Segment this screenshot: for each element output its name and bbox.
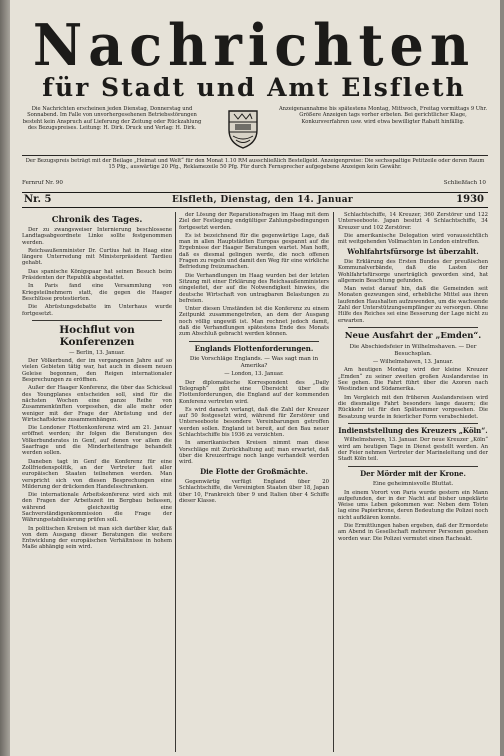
newspaper-title: Nachrichten <box>32 11 476 79</box>
article-paragraph: Der Völkerbund, der im vergangenen Jahre auf so vielen Gebieten tätig war, hat auch in diesem neuen Geleise begonnen, den Reigen internationaler Besprechungen zu eröffnen. <box>22 358 172 384</box>
headline-emden: Neue Ausfahrt der „Emden“. <box>344 330 482 341</box>
masthead <box>16 11 492 102</box>
divider <box>348 466 478 467</box>
news-item: Reichsaußenminister Dr. Curtius hat in Haag eine längere Unterredung mit Ministerpräsident Tardieu gehabt. <box>22 247 172 267</box>
article-paragraph: Im Vergleich mit den früheren Auslandsreisen wird die diesmalige Fahrt besonders lange dauern; die Rückkehr ist für den Spätsommer vorgesehen. Die Besatzung wurde in feierlicher Form verabschiedet. <box>338 394 488 420</box>
article-paragraph: Die Verhandlungen im Haag wurden bei der letzten Sitzung mit einer Erklärung des Reichsaußenministers eingeleitet, der auf die Notwendigkeit hinwies, die deutsche Wirtschaft von untragbaren Belastungen zu befreien. <box>179 272 329 304</box>
column-divider <box>333 212 334 752</box>
news-item: Das spanische Königspaar hat seinen Besuch beim Präsidenten der Republik abgestattet. <box>22 268 172 282</box>
phone-number: Fernruf Nr. 90 <box>22 180 63 186</box>
article-paragraph: In politischen Kreisen ist man sich darüber klar, daß von dem Ausgang dieser Beratungen die weitere Entwicklung der europäischen Verhältnisse in hohem Maße abhängig sein wird. <box>22 525 172 551</box>
coat-of-arms-icon <box>226 108 260 150</box>
publication-terms: Die Nachrichten erscheinen jeden Dienstag, Donnerstag und Sonnabend. Im Falle von unvorhergesehenen Betriebsstörungen besteht kein Anspruch auf Lieferung der Zeitung oder Rückzahlung des Bezugspreises. Leitung: H. Dirk. Druck und Verlag: H. Dirk. <box>22 106 202 132</box>
article-paragraph: In einem Vorort von Paris wurde gestern ein Mann aufgefunden, der in der Nacht auf bisher ungeklärte Weise ums Leben gekommen war. Neben dem Toten lag eine Papierkrone, deren Bedeutung die Polizei noch nicht aufklären konnte. <box>338 489 488 521</box>
headline-flotte-grossmaechte: Die Flotte der Großmächte. <box>200 467 308 477</box>
advertising-terms: Anzeigenannahme bis spätestens Montag, Mittwoch, Freitag vormittags 9 Uhr. Größere Anzeigen tags vorher erbeten. Bei gerichtlicher Klage, Konkursverfahren usw. wird etwa bewilligter Rabatt hinfällig. <box>278 106 488 125</box>
article-paragraph: Der diplomatische Korrespondent des „Daily Telegraph“ gibt eine Übersicht über die Flottenforderungen, die England auf der kommenden Konferenz vertreten wird. <box>179 379 329 405</box>
issue-number: Nr. 5 <box>24 194 52 205</box>
price-line: Der Bezugspreis beträgt mit der Beilage „Heimat und Welt“ für den Monat 1.10 RM ausschließlich Bestellgeld. Anzeigenpreise: Die sechsspaltige Petitzeile oder deren Raum 15 Pfg., auswärtige 20 Pfg., Reklamezeile 50 Pfg. Für durch Fernsprecher aufgegebene Anzeigen kein Gewähr. <box>25 158 485 171</box>
article-paragraph: Es ist bezeichnend für die gegenwärtige Lage, daß man in allen Hauptstädten Europas gespannt auf die Ergebnisse der Haager Beratungen wartet. Man hofft, daß es diesmal gelingen werde, die noch offenen Fragen zu regeln und damit den Weg für eine wirkliche Befriedung freizumachen. <box>179 232 329 271</box>
article-paragraph: Wilhelmshaven, 13. Januar. Der neue Kreuzer „Köln“ wird am heutigen Tage in Dienst gestellt werden. An der Feier nehmen Vertreter der Marineleitung und der Stadt Köln teil. <box>338 437 488 463</box>
divider <box>348 423 478 424</box>
newspaper-subtitle: für Stadt und Amt Elsfleth <box>42 73 466 102</box>
divider <box>189 341 319 342</box>
place-and-date: Elsfleth, Dienstag, den 14. Januar <box>172 195 353 205</box>
article-paragraph: der Lösung der Reparationsfragen im Haag mit dem Ziel der Festlegung endgültiger Zahlungsbedingungen fortgesetzt werden. <box>179 212 329 231</box>
news-item: Die Abrüstungsdebatte im Unterhaus wurde fortgesetzt. <box>22 304 172 317</box>
headline-konferenzen: Hochflut von Konferenzen <box>59 323 135 348</box>
headline-chronik: Chronik des Tages. <box>51 215 143 225</box>
article-paragraph: Die internationale Arbeitskonferenz wird sich mit den Fragen der Arbeitszeit im Bergbau befassen, während gleichzeitig eine Sachverständigenkommission die Frage der Währungsstabilisierung prüfen soll. <box>22 492 172 524</box>
year: 1930 <box>456 194 484 205</box>
dateline-bar <box>22 192 488 208</box>
column-1 <box>22 212 172 752</box>
article-paragraph: Gegenwärtig verfügt England über 20 Schlachtschiffe, die Vereinigten Staaten über 18, Japan über 10, Frankreich über 9 und Italien über 4 Schiffe dieser Klasse. <box>179 478 329 504</box>
headline-flotten: Englands Flottenforderungen. <box>194 343 314 353</box>
article-dateline: — London, 13. Januar. <box>224 371 284 378</box>
subheadline: Eine geheimnisvolle Bluttat. <box>372 481 454 487</box>
headline-wohlfahrt: Wohlfahrtsfürsorge ist überzahlt. <box>347 247 479 257</box>
page-shadow-edge <box>0 0 10 756</box>
article-dateline: — Wilhelmshaven, 13. Januar. <box>372 359 454 366</box>
article-paragraph: Die Ermittlungen haben ergeben, daß der Ermordete am Abend in Gesellschaft mehrerer Personen gesehen worden war. Die Polizei vermutet einen Racheakt. <box>338 523 488 542</box>
column-divider <box>175 212 176 752</box>
article-paragraph: Die Erklärung des Ersten Bundes der preußischen Kommunalverbände, daß die Lasten der Wohlfahrtsfürsorge unerträglich geworden sind, hat allgemein Beachtung gefunden. <box>338 258 488 284</box>
subheadline: Die Vorschläge Englands. — Was sagt man in Amerika? <box>189 356 319 369</box>
subheadline: Die Abschiedsfeier in Wilhelmshaven. — Der Besuchsplan. <box>349 343 477 357</box>
article-paragraph: Die amerikanische Delegation wird voraussichtlich mit weitgehenden Vollmachten in London eintreffen. <box>338 232 488 246</box>
divider <box>32 320 162 321</box>
article-paragraph: Daneben tagt in Genf die Konferenz für eine Zollfriedenspolitik, an der Vertreter fast aller europäischen Staaten teilnehmen werden. Man verspricht sich von diesen Besprechungen eine Milderung der drückenden Handelsschranken. <box>22 458 172 490</box>
headline-moerder: Der Mörder mit der Krone. <box>360 468 466 478</box>
divider <box>22 155 488 156</box>
article-paragraph: Unter diesen Umständen ist die Konferenz zu einem Zeitpunkt zusammengetreten, an dem der Ausgang noch völlig ungewiß ist. Man rechnet jedoch damit, daß die Verhandlungen spätestens Ende des Monats zum Abschluß gebracht werden können. <box>179 306 329 338</box>
article-paragraph: Schlachtschiffe, 14 Kreuzer, 360 Zerstörer und 122 Unterseeboote. Japan besitzt 4 Schlachtschiffe, 34 Kreuzer und 102 Zerstörer. <box>338 212 488 231</box>
po-box: Schließfach 10 <box>443 180 486 186</box>
article-paragraph: In amerikanischen Kreisen nimmt man diese Vorschläge mit Zurückhaltung auf; man erwartet, daß über die Kreuzerfrage noch lange verhandelt werden wird. <box>179 440 329 466</box>
publication-info <box>22 106 488 154</box>
column-2 <box>179 212 329 752</box>
column-3 <box>338 212 488 752</box>
news-item: In Paris fand eine Versammlung von Kriegsteilnehmern statt, die gegen die Haager Beschlüsse protestierten. <box>22 283 172 302</box>
article-paragraph: Man weist darauf hin, daß die Gemeinden seit Monaten gezwungen sind, erhebliche Mittel aus ihren laufenden Haushalten aufzuwenden, um die wachsende Zahl der Unterstützungsempfänger zu versorgen. Ohne Hilfe des Reiches sei eine Besserung der Lage nicht zu erwarten. <box>338 286 488 324</box>
news-item: Der zu zwangsweiser Internierung beschlossene Landtagsabgeordnete Linke sollte festgenommen werden. <box>22 227 172 246</box>
newspaper-page <box>10 0 500 756</box>
article-paragraph: Außer der Haager Konferenz, die über das Schicksal des Youngplanes entscheiden soll, sind für die nächsten Wochen eine ganze Reihe von Zusammenkünften vorgesehen, die alle mehr oder weniger mit der Frage der Abrüstung und der Wirtschaftskrise zusammenhängen. <box>22 385 172 423</box>
article-dateline: — Berlin, 13. Januar. <box>69 349 125 356</box>
article-paragraph: Die Londoner Flottenkonferenz wird am 21. Januar eröffnet werden; ihr folgen die Beratungen des Völkerbundsrates in Genf, auf denen vor allem die Saarfrage und die Minderheitenfrage behandelt werden sollen. <box>22 425 172 457</box>
article-paragraph: Es wird danach verlangt, daß die Zahl der Kreuzer auf 50 festgesetzt wird, während für Zerstörer und Unterseeboote besondere Vereinbarungen getroffen werden sollen. England ist bereit, auf den Bau neuer Schlachtschiffe bis 1936 zu verzichten. <box>179 406 329 438</box>
headline-koeln: Indienststellung des Kreuzers „Köln“. <box>338 425 488 435</box>
divider <box>348 327 478 328</box>
article-paragraph: Am heutigen Montag wird der kleine Kreuzer „Emden“ zu seiner zweiten großen Auslandsreise in See gehen. Die Fahrt führt über die Azoren nach Westindien und Südamerika. <box>338 367 488 393</box>
